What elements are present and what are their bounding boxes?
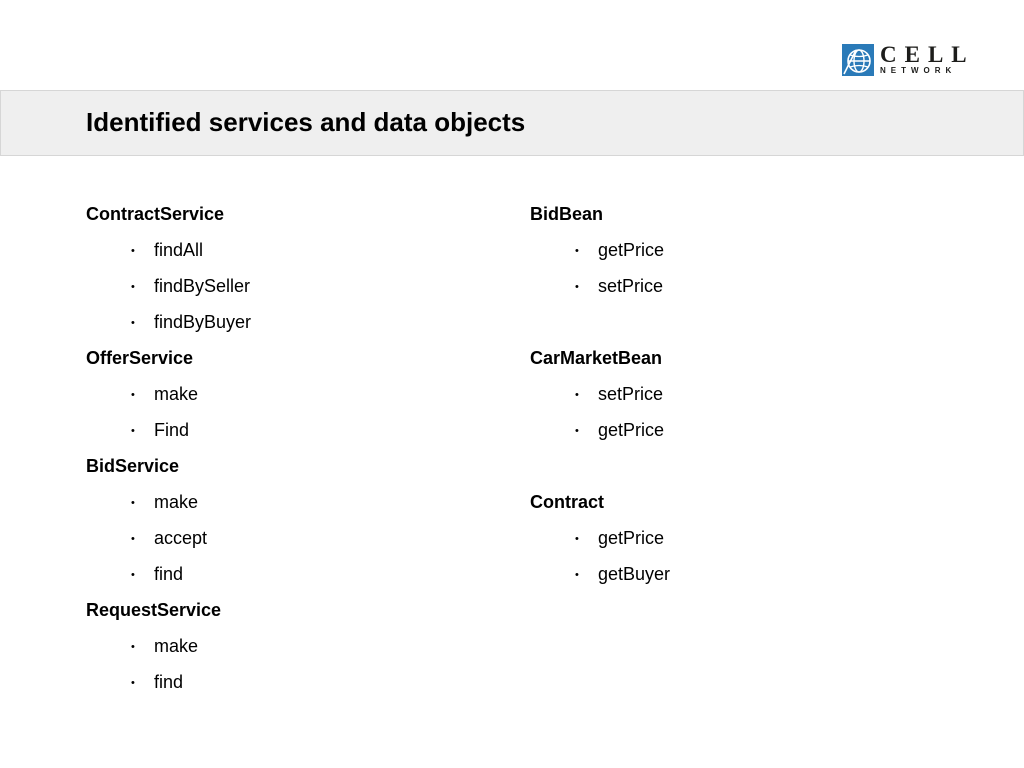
method-name: findBySeller [154,276,251,296]
bullet-marker: • [575,425,579,437]
method-name: accept [154,528,208,548]
bullet-marker: • [131,425,135,437]
method-name: getBuyer [598,564,671,584]
method-name: find [154,564,184,584]
logo-wordmark: CELL [880,41,975,67]
method-name: findByBuyer [154,312,252,332]
group-heading-contract-service: ContractService [86,204,225,224]
list-item [86,628,486,664]
group-heading-bid-service: BidService [86,456,180,476]
method-name: setPrice [598,384,664,404]
list-item [86,412,486,448]
bullet-marker: • [131,569,135,581]
method-name: make [154,384,199,404]
list-item [530,232,930,268]
method-name: getPrice [598,528,665,548]
list-item [86,232,486,268]
group-heading-car-market-bean: CarMarketBean [530,348,663,368]
data-objects-column [530,196,930,592]
globe-logo-icon [842,44,874,76]
group-heading-offer-service: OfferService [86,348,194,368]
list-item [530,268,930,304]
bullet-marker: • [575,533,579,545]
bullet-marker: • [575,245,579,257]
group-spacer [530,448,930,484]
list-item [86,484,486,520]
list-item [530,520,930,556]
list-item [530,376,930,412]
method-name: setPrice [598,276,664,296]
group-heading-request-service: RequestService [86,600,222,620]
bullet-marker: • [131,641,135,653]
method-name: getPrice [598,420,665,440]
bullet-marker: • [131,677,135,689]
method-name: findAll [154,240,204,260]
list-item [530,412,930,448]
method-name: make [154,492,199,512]
logo-subtitle: NETWORK [880,65,957,75]
method-name: find [154,672,184,692]
services-column [86,196,486,700]
bullet-marker: • [131,317,135,329]
bullet-marker: • [131,389,135,401]
slide-title: Identified services and data objects [86,107,526,137]
method-name: Find [154,420,190,440]
bullet-marker: • [575,389,579,401]
group-heading-bid-bean: BidBean [530,204,604,224]
list-item [86,376,486,412]
bullet-marker: • [575,569,579,581]
list-item [86,556,486,592]
group-heading-contract: Contract [530,492,605,512]
cell-network-logo [842,41,975,76]
bullet-marker: • [131,497,135,509]
method-name: getPrice [598,240,665,260]
bullet-marker: • [131,281,135,293]
group-spacer [530,304,930,340]
list-item [86,664,486,700]
list-item [86,268,486,304]
bullet-marker: • [131,533,135,545]
list-item [86,304,486,340]
bullet-marker: • [131,245,135,257]
list-item [530,556,930,592]
list-item [86,520,486,556]
bullet-marker: • [575,281,579,293]
method-name: make [154,636,199,656]
